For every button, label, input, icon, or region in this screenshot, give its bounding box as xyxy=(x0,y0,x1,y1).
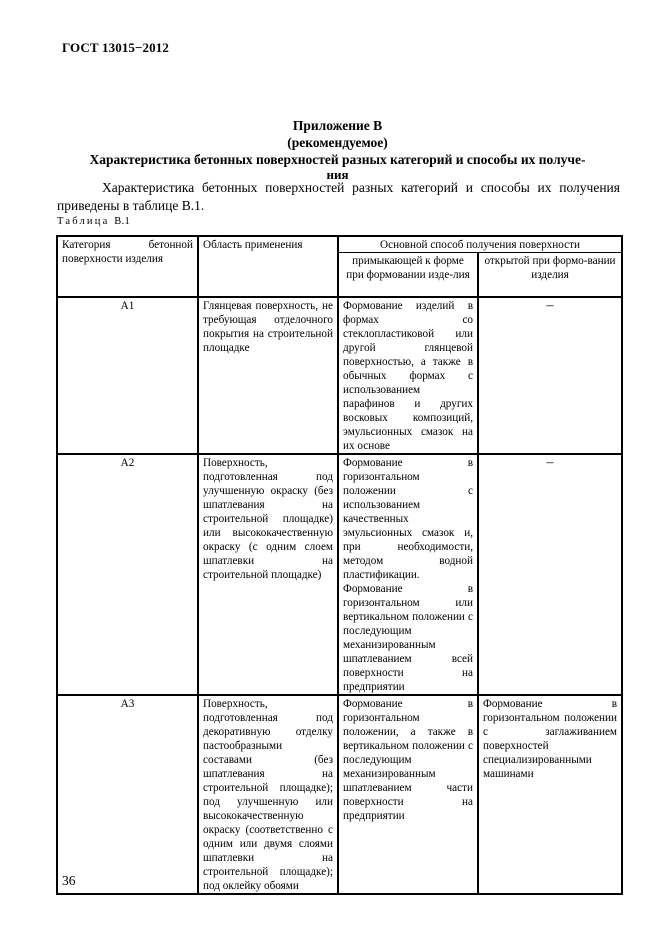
table-header-row xyxy=(57,236,622,253)
table-caption-number: В.1 xyxy=(114,216,131,227)
appendix-heading-line2 xyxy=(55,160,620,182)
document-standard-header: ГОСТ 13015−2012 xyxy=(62,40,169,55)
adjacent-method-cell: Формование в горизонтальном положении, а также в вертикальном положении с последующим механизированным шпатлеванием части поверхности на предприятии xyxy=(338,695,478,894)
category-cell: А3 xyxy=(57,695,198,894)
header-category-text: Категория бетонной поверхности изделия xyxy=(62,239,193,265)
open-method-cell: Формование в горизонтальном положении с заглаживанием поверхностей специализированными машинами xyxy=(478,695,622,894)
application-cell: Глянцевая поверхность, не требующая отделочного покрытия на строительной площадке xyxy=(198,297,338,454)
header-application-text: Область применения xyxy=(203,239,303,251)
table-row xyxy=(57,454,622,695)
adjacent-method-cell: Формование изделий в формах со стеклопластиковой или другой глянцевой поверхностью, а также в обычных формах с использованием парафинов и других восковых композиций, эмульсионных смазок на их основе xyxy=(338,297,478,454)
table-row xyxy=(57,297,622,454)
header-application xyxy=(198,236,338,297)
category-cell: А1 xyxy=(57,297,198,454)
adjacent-method-cell: Формование в горизонтальном положении с использованием качественных эмульсионных смазок и, при необходимости, методом водной пластификации. Формование в горизонтальном или вертикальном положении с последующим механизированным шпатлеванием всей поверхности на предприятии xyxy=(338,454,478,695)
appendix-heading-line1: Характеристика бетонных поверхностей разных категорий и способы их получе- xyxy=(89,152,586,167)
appendix-title: Приложение В xyxy=(292,118,383,133)
surface-categories-table xyxy=(56,235,623,895)
application-cell: Поверхность, подготовленная под декоративную отделку пастообразными составами (без шпатлевания на строительной площадке); под улучшенную или высококачественную окраску (соответственно с одним или двумя слоями шпатлевки на строительной площадке); под оклейку обоями xyxy=(198,695,338,894)
table-caption xyxy=(57,216,130,227)
appendix-status: (рекомендуемое) xyxy=(287,135,388,150)
header-open-surface: открытой при формо-вании изделия xyxy=(478,253,622,298)
table-row xyxy=(57,695,622,894)
open-method-cell: – xyxy=(478,454,622,695)
header-category xyxy=(57,236,198,297)
open-method-cell: – xyxy=(478,297,622,454)
application-cell: Поверхность, подготовленная под улучшенную окраску (без шпатлевания на строительной площадке) или высококачественную окраску (с одним слоем шпатлевки на строительной площадке) xyxy=(198,454,338,695)
header-adjacent-surface: примыкающей к форме при формовании изде-лия xyxy=(338,253,478,298)
page-number: 36 xyxy=(62,873,76,888)
category-cell: А2 xyxy=(57,454,198,695)
table-caption-label: Таблица xyxy=(57,216,110,227)
header-method-group: Основной способ получения поверхности xyxy=(338,236,622,253)
appendix-heading-line2-text: ния xyxy=(326,167,349,182)
intro-paragraph: Характеристика бетонных поверхностей разных категорий и способы их получения приведены в таблице В.1. xyxy=(57,180,620,213)
